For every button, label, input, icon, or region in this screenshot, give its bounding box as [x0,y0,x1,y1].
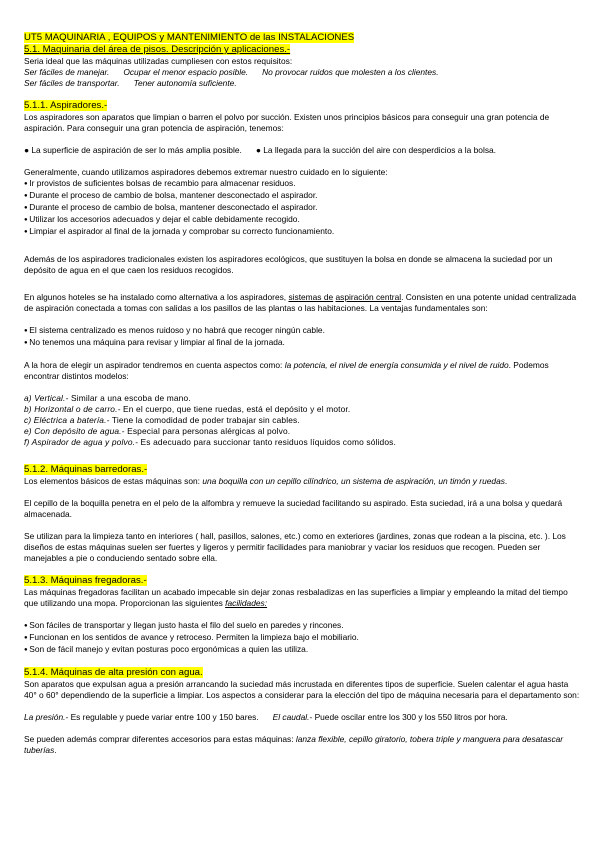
requirements-line-1: Ser fáciles de manejar. Ocupar el menor espacio posible. No provocar ruidos que molesten a los clientes. [24,67,439,77]
section-heading-5-1-2: 5.1.2. Máquinas barredoras.- [24,464,148,475]
section-heading-5-1-1: 5.1.1. Aspiradores.- [24,100,108,111]
list-item: a) Vertical.- Similar a una escoba de mano. [24,393,191,403]
central-aspiration-paragraph: En algunos hoteles se ha instalado como alternativa a los aspiradores, sistemas de aspiración central. Consisten en una potente unidad centralizada de aspiración conectada a tomas con salidas a los pasillos de las plantas o las habitaciones. La ventajas fundamentales son: [24,292,577,313]
alta-presion-aspects: La presión.- Es regulable y puede variar entre 100 y 150 bares. El caudal.- Puede oscilar entre los 300 y los 550 litros por hora. [24,712,508,722]
list-item: ● Durante el proceso de cambio de bolsa, mantener desconectado el aspirador. [24,202,580,214]
barredoras-cepillo: El cepillo de la boquilla penetra en el pelo de la alfombra y remueve la suciedad facilitando su aspirado. Esta suciedad, irá a una bolsa y quedará almacenada. [24,498,563,519]
models-list [24,393,580,448]
choosing-paragraph: A la hora de elegir un aspirador tendremos en cuenta aspectos como: la potencia, el nivel de energía consumida y el nivel de ruido. Podemos encontrar distintos modelos: [24,360,549,381]
list-item: ● Funcionan en los sentidos de avance y retroceso. Permiten la limpieza bajo el mobiliario. [24,632,580,644]
ecological-paragraph: Además de los aspiradores tradicionales existen los aspiradores ecológicos, que sustituyen la bolsa en donde se almacena la suciedad por un depósito de agua en el que caen los residuos recogidos. [24,254,553,275]
section-heading-5-1-4: 5.1.4. Máquinas de alta presión con agua. [24,667,203,678]
list-item: ● No tenemos una máquina para revisar y limpiar al final de la jornada. [24,337,580,349]
list-item: ● Limpiar el aspirador al final de la jornada y comprobar su correcto funcionamiento. [24,226,580,238]
list-item: ● Durante el proceso de cambio de bolsa, mantener desconectado el aspirador. [24,190,580,202]
section-heading-5-1: 5.1. Maquinaria del área de pisos. Descripción y aplicaciones.- [24,44,291,55]
list-item: f) Aspirador de agua y polvo.- Es adecuado para succionar tanto residuos líquidos como sólidos. [24,437,396,447]
alta-presion-intro: Son aparatos que expulsan agua a presión arrancando la suciedad más incrustada en diferentes tipos de superficie. Suelen calentar el agua hasta 40° o 60° dependiendo de la superficie a limpiar. Los aspectos a considerar para la elección del tipo de máquina necesaria para el departamento son: [24,679,580,700]
list-item: ● Utilizar los accesorios adecuados y dejar el cable debidamente recogido. [24,214,580,226]
aspiration-principles: ● La superficie de aspiración de ser lo más amplia posible. ● La llegada para la succión del aire con desperdicios a la bolsa. [24,145,496,155]
document-page [24,32,580,756]
list-item: ● Son de fácil manejo y evitan posturas poco ergonómicas a quien las utiliza. [24,644,580,656]
requirements-intro: Seria ideal que las máquinas utilizadas cumpliesen con estos requisitos: [24,56,293,66]
care-list [24,178,580,238]
list-item: ● Ir provistos de suficientes bolsas de recambio para almacenar residuos. [24,178,580,190]
section-heading-5-1-3: 5.1.3. Máquinas fregadoras.- [24,575,147,586]
list-item: b) Horizontal o de carro.- En el cuerpo, que tiene ruedas, está el depósito y el motor. [24,404,351,414]
barredoras-uso: Se utilizan para la limpieza tanto en interiores ( hall, pasillos, salones, etc.) como en exteriores (jardines, zonas que rodean a la piscina, etc. ). Los diseños de estas máquinas suelen ser fuertes y ligeros y permitir facilidades para maniobrar y vaciar los residuos que recogen. Pueden ser manejables a pie o conduciendo sentado sobre ella. [24,531,566,563]
fregadoras-list [24,620,580,656]
aspiradores-intro: Los aspiradores son aparatos que limpian o barren el polvo por succión. Existen unos principios básicos para conseguir una gran potencia de aspiración. Para conseguir una gran potencia de aspiración, tenemos: [24,112,550,133]
alta-presion-accessories: Se pueden además comprar diferentes accesorios para estas máquinas: lanza flexible, cepillo giratorio, tobera triple y manguera para desatascar tuberías. [24,734,564,755]
advantages-list [24,325,580,349]
care-intro: Generalmente, cuando utilizamos aspiradores debemos extremar nuestro cuidado en lo siguiente: [24,167,388,177]
requirements-line-2: Ser fáciles de transportar. Tener autonomía suficiente. [24,78,237,88]
list-item: c) Eléctrica a batería.- Tiene la comodidad de poder trabajar sin cables. [24,415,300,425]
list-item: ● Son fáciles de transportar y llegan justo hasta el filo del suelo en paredes y rincones. [24,620,580,632]
list-item: ● El sistema centralizado es menos ruidoso y no habrá que recoger ningún cable. [24,325,580,337]
document-title: UT5 MAQUINARIA , EQUIPOS y MANTENIMIENTO de las INSTALACIONES [24,32,355,43]
list-item: e) Con depósito de agua.- Especial para personas alérgicas al polvo. [24,426,291,436]
barredoras-elements: Los elementos básicos de estas máquinas son: una boquilla con un cepillo cilíndrico, un sistema de aspiración, un timón y ruedas. [24,476,508,486]
fregadoras-intro: Las máquinas fregadoras facilitan un acabado impecable sin dejar zonas resbaladizas en las superficies a limpiar y empleando la mitad del tiempo que utilizando una mopa. Proporcionan las siguientes facilidades: [24,587,568,608]
